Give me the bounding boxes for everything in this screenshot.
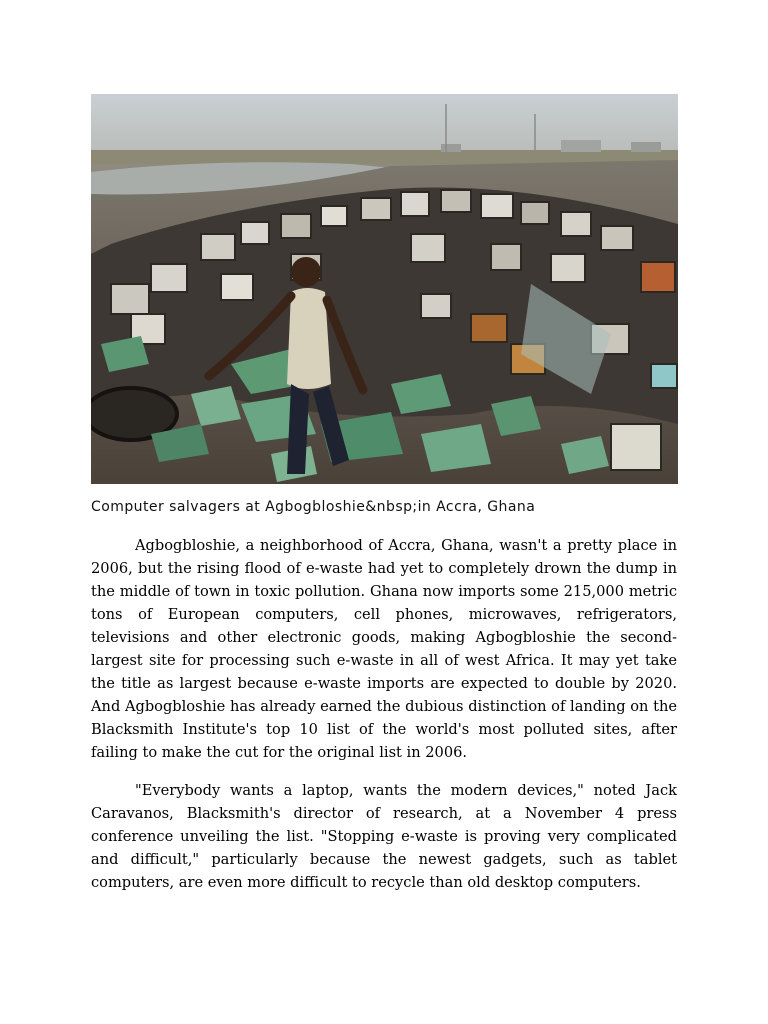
photo-caption: Computer salvagers at Agbogbloshie&nbsp;in Accra, Ghana: [91, 499, 536, 515]
e-waste-photo: [91, 94, 678, 484]
photo-illustration: [91, 94, 678, 484]
article-paragraph-1: Agbogbloshie, a neighborhood of Accra, Ghana, wasn't a pretty place in 2006, but the rising flood of e-waste had yet to completely drown the dump in the middle of town in toxic pollution. Ghana now imports some 215,000 metric tons of European computers, cell phones, microwaves, refrigerators, televisions and other electronic goods, making Agbogbloshie the second-largest site for processing such e-waste in all of west Africa. It may yet take the title as largest because e-waste imports are expected to double by 2020. And Agbogbloshie has already earned the dubious distinction of landing on the Blacksmith Institute's top 10 list of the world's most polluted sites, after failing to make the cut for the original list in 2006.: [91, 537, 677, 761]
article-paragraph-2: "Everybody wants a laptop, wants the modern devices," noted Jack Caravanos, Blacksmith's director of research, at a November 4 press conference unveiling the list. "Stopping e-waste is proving very complicated and difficult," particularly because the newest gadgets, such as tablet computers, are even more difficult to recycle than old desktop computers.: [91, 782, 677, 891]
